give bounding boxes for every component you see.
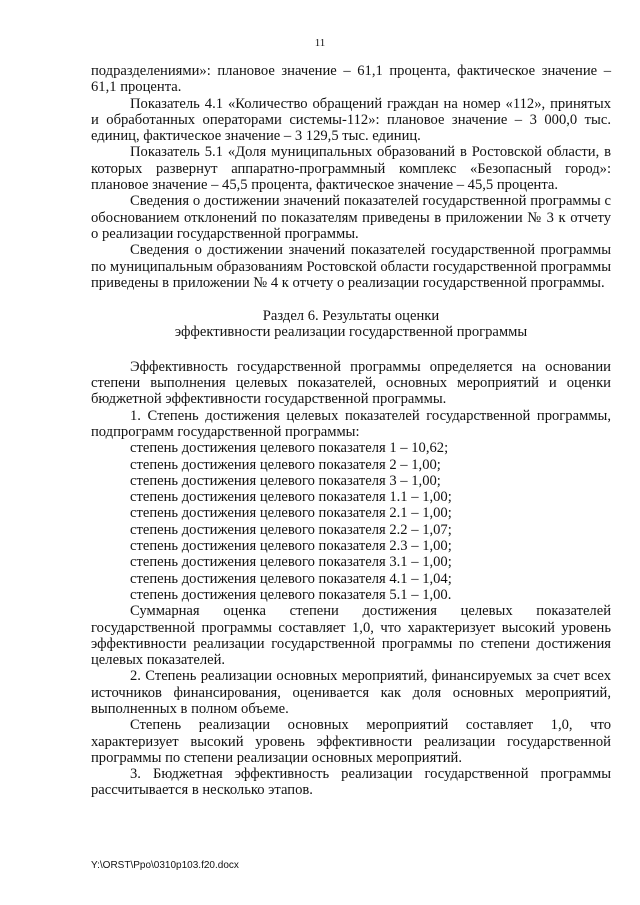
paragraph: Степень реализации основных мероприятий составляет 1,0, что характеризует высокий уровень эффективности реализации государственной программы по степени реализации основных мероприятий. — [91, 717, 611, 766]
page-number: 11 — [314, 37, 326, 49]
paragraph: 2. Степень реализации основных мероприятий, финансируемых за счет всех источников финансирования, оценивается как доля основных мероприятий, выполненных в полном объеме. — [91, 668, 611, 717]
section-heading-line: эффективности реализации государственной программы — [174, 324, 528, 341]
paragraph: Суммарная оценка степени достижения целевых показателей государственной программы составляет 1,0, что характеризует высокий уровень эффективности реализации государственной программы по степени достижения целевых показателей. — [91, 603, 611, 669]
section-heading-line: Раздел 6. Результаты оценки — [262, 308, 440, 325]
paragraph: Сведения о достижении значений показателей государственной программы с обоснованием отклонений по показателям приведены в приложении № 3 к отчету о реализации государственной программы. — [91, 193, 611, 242]
list-item: степень достижения целевого показателя 2.1 – 1,00; — [130, 505, 452, 522]
paragraph: 1. Степень достижения целевых показателей государственной программы, подпрограмм государственной программы: — [91, 407, 611, 440]
section-heading — [91, 308, 611, 341]
list-item: степень достижения целевого показателя 3 – 1,00; — [130, 472, 441, 489]
paragraph: 3. Бюджетная эффективность реализации государственной программы рассчитывается в несколько этапов. — [91, 766, 611, 799]
degree-list — [91, 440, 611, 603]
footer-file-path: Y:\ORST\Ppo\0310p103.f20.docx — [91, 860, 239, 871]
paragraph: Эффективность государственной программы определяется на основании степени выполнения целевых показателей, основных мероприятий и оценки бюджетной эффективности государственной программы. — [91, 358, 611, 408]
list-item: степень достижения целевого показателя 4.1 – 1,04; — [130, 570, 452, 587]
list-item: степень достижения целевого показателя 3.1 – 1,00; — [130, 554, 452, 571]
paragraph: подразделениями»: плановое значение – 61,1 процента, фактическое значение – 61,1 процента. — [91, 63, 611, 96]
list-item: степень достижения целевого показателя 2 – 1,00; — [130, 456, 441, 473]
list-item: степень достижения целевого показателя 1 – 10,62; — [130, 440, 449, 457]
page-content — [91, 63, 611, 799]
list-item: степень достижения целевого показателя 2.2 – 1,07; — [130, 521, 452, 538]
list-item: степень достижения целевого показателя 2.3 – 1,00; — [130, 538, 452, 555]
paragraph: Показатель 5.1 «Доля муниципальных образований в Ростовской области, в которых развернут аппаратно-программный комплекс «Безопасный город»: плановое значение – 45,5 процента, фактическое значение – 45,5 процента. — [91, 144, 611, 194]
list-item: степень достижения целевого показателя 1.1 – 1,00; — [130, 489, 452, 506]
paragraph: Сведения о достижении значений показателей государственной программы по муниципальным образованиям Ростовской области государственной программы приведены в приложении № 4 к отчету о реализации государственной программы. — [91, 242, 611, 291]
list-item: степень достижения целевого показателя 5.1 – 1,00. — [130, 586, 452, 603]
paragraph: Показатель 4.1 «Количество обращений граждан на номер «112», принятых и обработанных операторами системы-112»: плановое значение – 3 000,0 тыс. единиц, фактическое значение – 3 129,5 тыс. единиц. — [91, 95, 611, 145]
